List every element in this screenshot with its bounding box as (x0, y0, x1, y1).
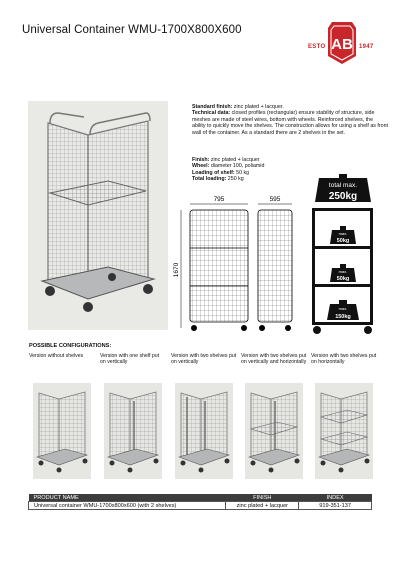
description-block (192, 104, 388, 136)
spec-list (192, 157, 264, 183)
badge-line2: 250kg (328, 191, 358, 202)
weight-3-max: max. (338, 306, 348, 311)
config-label-3: Version with two shelves put on vertically (171, 353, 237, 366)
spec-finish: Finish: zinc plated + lacquer (192, 157, 260, 163)
col-index: INDEX (299, 494, 372, 502)
configurations-heading: POSSIBLE CONFIGURATIONS: (29, 343, 112, 349)
col-product-name: PRODUCT NAME (29, 494, 226, 502)
weight-2-value: 50kg (336, 276, 350, 282)
technical-data-value: closed profiles (rectangular) ensure stability of structure, side meshes are made of steel wires, bottom with wheels. Reinforced shelves, the ability to quickly move the shelves. The construction allows for using a shelf as front wall of the container. As a standard there are 2 shelves in the set. (192, 110, 388, 136)
logo-right-word: 1947 (359, 44, 374, 50)
config-photo-4 (245, 383, 303, 479)
brand-logo (308, 18, 376, 66)
standard-finish-label: Standard finish: (192, 104, 233, 110)
page-title: Universal Container WMU-1700X800X600 (22, 24, 242, 36)
logo-left-word: ESTO (308, 44, 326, 50)
config-photo-3 (175, 383, 233, 479)
total-load-badge (313, 174, 373, 204)
cart-shelves-mixed-icon (245, 383, 303, 479)
logo-letters: AB (331, 36, 353, 53)
cell-product-name: Universal container WMU-1700x800x600 (with 2 shelves) (29, 502, 226, 510)
weight-3-value: 150kg (335, 314, 351, 320)
config-label-1: Version without shelves (29, 353, 84, 359)
weight-1-value: 50kg (336, 238, 350, 244)
cell-index: 919-351-137 (299, 502, 372, 510)
dim-width-front: 795 (213, 196, 225, 203)
spec-shelf-loading: Loading of shelf: 50 kg (192, 169, 250, 176)
logo-emblem-icon (308, 18, 376, 66)
technical-data-label: Technical data: (192, 110, 231, 117)
dim-height: 1670 (173, 262, 180, 278)
standard-finish-value: zinc plated + lacquer. (232, 104, 284, 110)
spec-total-loading: Total loading: 250 kg (192, 176, 244, 183)
cell-finish: zinc plated + lacquer (226, 502, 299, 510)
config-label-5: Version with two shelves put on horizontally (311, 353, 377, 366)
technical-drawing (172, 190, 306, 336)
table-header-row (29, 494, 372, 502)
config-photo-2 (104, 383, 162, 479)
table-row (29, 502, 372, 510)
col-finish: FINISH (226, 494, 299, 502)
dimension-drawing (172, 190, 306, 336)
weight-2-max: max. (338, 269, 348, 274)
cart-no-shelves-icon (33, 383, 91, 479)
dim-width-side: 595 (269, 196, 281, 203)
cart-two-shelves-vertical-icon (175, 383, 233, 479)
cart-one-shelf-vertical-icon (104, 383, 162, 479)
config-photo-5 (315, 383, 373, 479)
spec-wheel: Wheel: diameter 100, poliamid (192, 163, 265, 170)
cart-two-shelves-horizontal-icon (315, 383, 373, 479)
weight-badge-icon (313, 174, 373, 204)
product-photo (28, 101, 168, 330)
shelf-load-figure (306, 206, 380, 334)
product-table (28, 494, 372, 510)
badge-line1: total max. (328, 182, 358, 189)
shelf-load-diagram (306, 206, 380, 334)
weight-1-max: max. (338, 231, 348, 236)
config-label-2: Version with one shelf put on vertically (100, 353, 160, 366)
container-photo-illustration (28, 101, 168, 330)
config-photo-1 (33, 383, 91, 479)
config-label-4: Version with two shelves put on vertically and horizontally (241, 353, 307, 366)
